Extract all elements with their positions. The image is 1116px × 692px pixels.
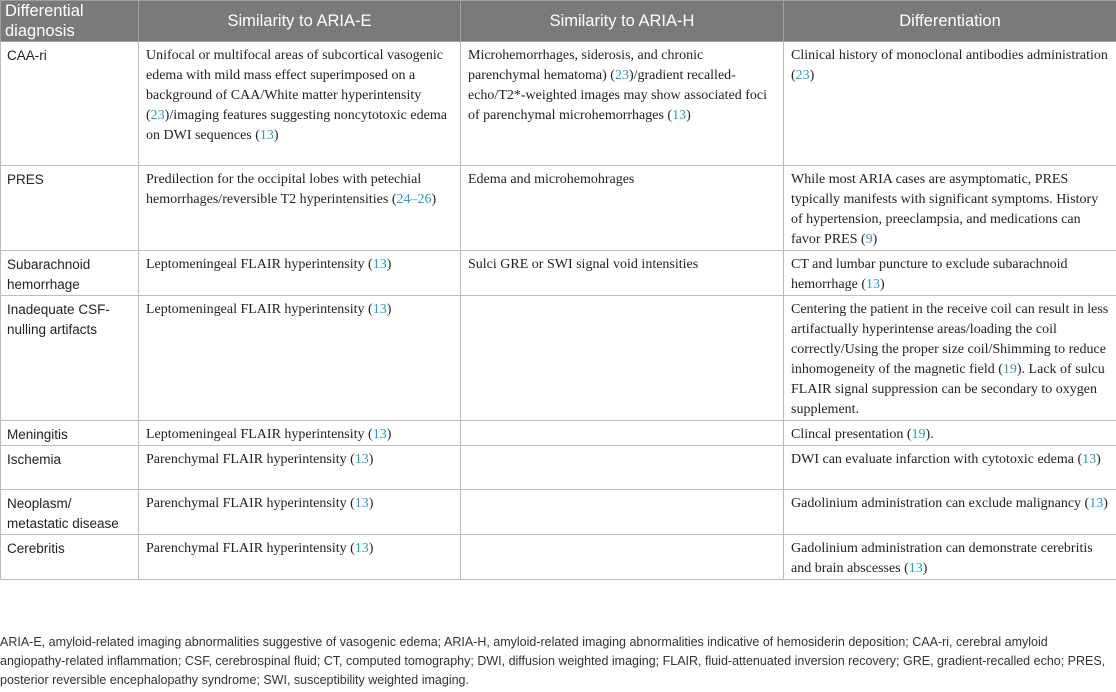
diagnosis-label: Cerebritis bbox=[7, 541, 65, 556]
diagnosis-label: Subarachnoid hemorrhage bbox=[7, 257, 91, 292]
reference-link[interactable]: 13 bbox=[372, 427, 387, 442]
cell-differentiation bbox=[784, 490, 1116, 535]
cell-differentiation bbox=[784, 535, 1116, 580]
cell-similarity-aria-h bbox=[461, 446, 784, 490]
reference-link[interactable]: 13 bbox=[1089, 496, 1104, 511]
cell-text: ) bbox=[386, 427, 392, 442]
cell-similarity-aria-e bbox=[139, 296, 461, 421]
diagnosis-label: Neoplasm/ metastatic disease bbox=[7, 496, 119, 531]
table-row bbox=[1, 166, 1116, 251]
cell-text: ) bbox=[368, 541, 374, 556]
cell-similarity-aria-e bbox=[139, 446, 461, 490]
cell-differentiation bbox=[784, 421, 1116, 446]
diagnosis-label: Meningitis bbox=[7, 427, 68, 442]
cell-text: ). bbox=[925, 427, 934, 442]
header-similarity-aria-h: Similarity to ARIA-H bbox=[461, 1, 784, 42]
table-row bbox=[1, 296, 1116, 421]
header-differentiation: Differentiation bbox=[784, 1, 1116, 42]
cell-similarity-aria-h bbox=[461, 166, 784, 251]
cell-text: Clincal presentation ( bbox=[791, 427, 912, 442]
header-similarity-aria-e: Similarity to ARIA-E bbox=[139, 1, 461, 42]
cell-similarity-aria-e bbox=[139, 251, 461, 296]
cell-text: ) bbox=[386, 302, 392, 317]
table-row bbox=[1, 421, 1116, 446]
cell-text: DWI can evaluate infarction with cytotoxic edema ( bbox=[791, 452, 1083, 467]
cell-text: While most ARIA cases are asymptomatic, PRES typically manifests with significant symptoms. History of hypertension, preeclampsia, and medications can favor PRES ( bbox=[791, 172, 1099, 247]
cell-text: Parenchymal FLAIR hyperintensity ( bbox=[146, 452, 355, 467]
cell-text: Parenchymal FLAIR hyperintensity ( bbox=[146, 496, 355, 511]
reference-link[interactable]: 13 bbox=[866, 277, 881, 292]
cell-diagnosis bbox=[1, 446, 139, 490]
cell-text: ) bbox=[922, 561, 928, 576]
cell-diagnosis bbox=[1, 42, 139, 166]
cell-similarity-aria-h bbox=[461, 421, 784, 446]
reference-link[interactable]: 13 bbox=[354, 496, 369, 511]
table-row bbox=[1, 42, 1116, 166]
reference-link[interactable]: 24–26 bbox=[396, 192, 432, 207]
header-row bbox=[1, 1, 1116, 42]
reference-link[interactable]: 13 bbox=[372, 302, 387, 317]
cell-similarity-aria-e bbox=[139, 535, 461, 580]
cell-text: Gadolinium administration can exclude malignancy ( bbox=[791, 496, 1090, 511]
cell-similarity-aria-h bbox=[461, 251, 784, 296]
cell-text: Leptomeningeal FLAIR hyperintensity ( bbox=[146, 427, 373, 442]
table-header bbox=[1, 1, 1116, 42]
cell-similarity-aria-e bbox=[139, 421, 461, 446]
cell-similarity-aria-e bbox=[139, 166, 461, 251]
cell-text: ) bbox=[809, 68, 815, 83]
table-row bbox=[1, 251, 1116, 296]
reference-link[interactable]: 13 bbox=[354, 452, 369, 467]
reference-link[interactable]: 13 bbox=[259, 128, 274, 143]
reference-link[interactable]: 13 bbox=[908, 561, 923, 576]
cell-text: ) bbox=[368, 452, 374, 467]
cell-similarity-aria-e bbox=[139, 490, 461, 535]
cell-diagnosis bbox=[1, 490, 139, 535]
cell-text: Centering the patient in the receive coil can result in less artifactually hyperintense areas/loading the coil correctly/Using the proper size coil/Shimming to reduce inhomogeneity of the magnetic field ( bbox=[791, 302, 1109, 377]
diagnosis-label: Inadequate CSF-nulling artifacts bbox=[7, 302, 110, 337]
diagnosis-label: CAA-ri bbox=[7, 48, 47, 63]
cell-text: ) bbox=[431, 192, 437, 207]
cell-similarity-aria-h bbox=[461, 296, 784, 421]
table-footnote: ARIA-E, amyloid-related imaging abnormalities suggestive of vasogenic edema; ARIA-H, amyloid-related imaging abnormalities indicative of hemosiderin deposition; CAA-ri, cerebral amyloid angiopathy-related inflammation; CSF, cerebrospinal fluid; CT, computed tomography; DWI, diffusion weighted imaging; FLAIR, fluid-attenuated inversion recovery; GRE, gradient-recalled echo; PRES, posterior reversible encephalopathy syndrome; SWI, susceptibility weighted imaging. bbox=[0, 635, 1106, 687]
cell-text: )/gradient recalled-echo/T2*-weighted images may show associated foci of parenchymal microhemorrhages ( bbox=[468, 68, 767, 123]
cell-text: Gadolinium administration can demonstrate cerebritis and brain abscesses ( bbox=[791, 541, 1093, 576]
table-row bbox=[1, 490, 1116, 535]
cell-differentiation bbox=[784, 296, 1116, 421]
cell-similarity-aria-h bbox=[461, 535, 784, 580]
cell-similarity-aria-h bbox=[461, 42, 784, 166]
header-differential-diagnosis: Differential diagnosis bbox=[1, 1, 139, 42]
cell-text: ) bbox=[386, 257, 392, 272]
reference-link[interactable]: 23 bbox=[795, 68, 810, 83]
table-row bbox=[1, 446, 1116, 490]
cell-text: )/imaging features suggesting noncytotoxic edema on DWI sequences ( bbox=[146, 108, 447, 143]
cell-text: Predilection for the occipital lobes with petechial hemorrhages/reversible T2 hyperintensities ( bbox=[146, 172, 422, 207]
cell-text: Microhemorrhages, siderosis, and chronic parenchymal hematoma) ( bbox=[468, 48, 704, 83]
reference-link[interactable]: 19 bbox=[911, 427, 926, 442]
table-body bbox=[1, 42, 1116, 580]
cell-differentiation bbox=[784, 166, 1116, 251]
reference-link[interactable]: 19 bbox=[1002, 362, 1017, 377]
reference-link[interactable]: 23 bbox=[614, 68, 629, 83]
table-row bbox=[1, 535, 1116, 580]
cell-text: ) bbox=[273, 128, 279, 143]
cell-text: Leptomeningeal FLAIR hyperintensity ( bbox=[146, 257, 373, 272]
cell-diagnosis bbox=[1, 535, 139, 580]
cell-differentiation bbox=[784, 251, 1116, 296]
cell-text: ) bbox=[1096, 452, 1101, 467]
cell-text: ) bbox=[686, 108, 691, 123]
diagnosis-label: Ischemia bbox=[7, 452, 62, 467]
cell-diagnosis bbox=[1, 421, 139, 446]
cell-text: Edema and microhemohrages bbox=[468, 172, 635, 187]
cell-text: Sulci GRE or SWI signal void intensities bbox=[468, 257, 699, 272]
cell-diagnosis bbox=[1, 296, 139, 421]
cell-text: ) bbox=[1103, 496, 1108, 511]
cell-differentiation bbox=[784, 446, 1116, 490]
reference-link[interactable]: 13 bbox=[1082, 452, 1097, 467]
reference-link[interactable]: 23 bbox=[150, 108, 165, 123]
cell-text: ) bbox=[880, 277, 885, 292]
cell-text: Parenchymal FLAIR hyperintensity ( bbox=[146, 541, 355, 556]
reference-link[interactable]: 13 bbox=[354, 541, 369, 556]
cell-text: Leptomeningeal FLAIR hyperintensity ( bbox=[146, 302, 373, 317]
reference-link[interactable]: 13 bbox=[672, 108, 687, 123]
cell-text: Unifocal or multifocal areas of subcortical vasogenic edema with mild mass effect superimposed on a background of CAA/White matter hyperintensity ( bbox=[146, 48, 443, 123]
cell-differentiation bbox=[784, 42, 1116, 166]
cell-diagnosis bbox=[1, 251, 139, 296]
cell-text: ) bbox=[872, 232, 878, 247]
diagnosis-label: PRES bbox=[7, 172, 44, 187]
cell-text: CT and lumbar puncture to exclude subarachnoid hemorrhage ( bbox=[791, 257, 1068, 292]
cell-text: Clinical history of monoclonal antibodies administration ( bbox=[791, 48, 1108, 83]
cell-diagnosis bbox=[1, 166, 139, 251]
cell-similarity-aria-e bbox=[139, 42, 461, 166]
cell-text: ). Lack of sulcu FLAIR signal suppression can be secondary to oxygen supplement. bbox=[791, 362, 1105, 417]
reference-link[interactable]: 13 bbox=[372, 257, 387, 272]
reference-link[interactable]: 9 bbox=[865, 232, 873, 247]
cell-text: ) bbox=[368, 496, 374, 511]
cell-similarity-aria-h bbox=[461, 490, 784, 535]
